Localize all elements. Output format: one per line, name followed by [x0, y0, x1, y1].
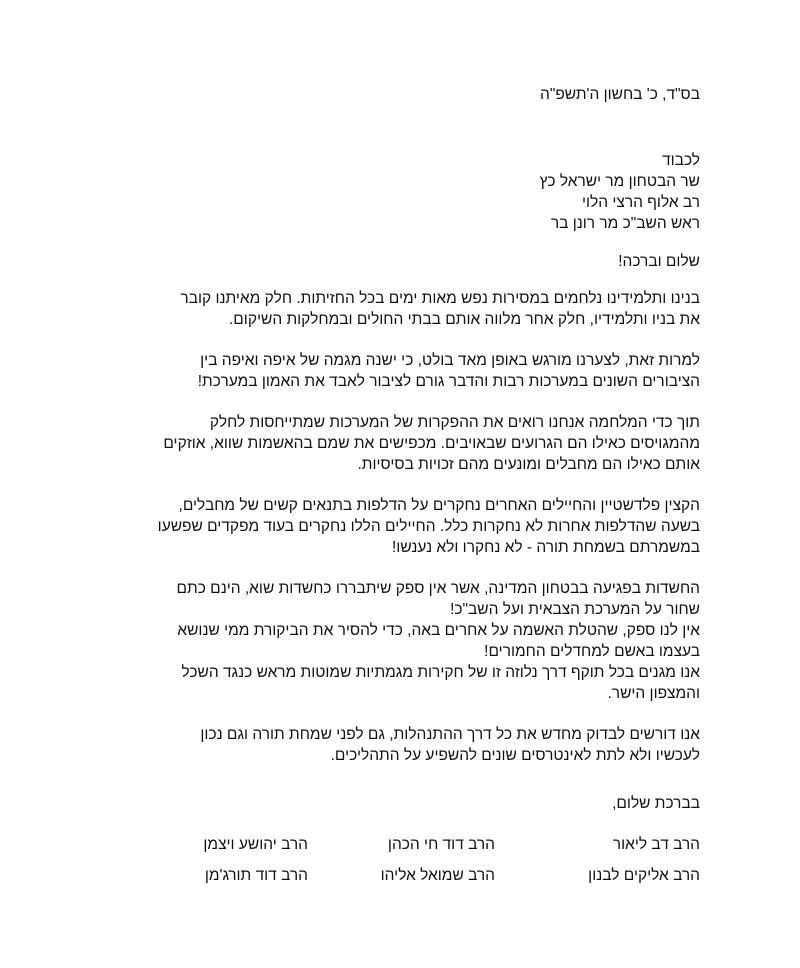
paragraph-line: לעכשיו ולא לתת לאינטרסים שונים להשפיע על התהליכים.	[330, 747, 700, 764]
recipient-address	[100, 150, 700, 234]
paragraph-line: אנו מגנים בכל תוקף דרך נלוזה זו של חקירות מגמתיות שמוטות מראש כנגד השכל	[181, 664, 700, 681]
paragraph-line: הציבורים השונים במערכות רבות והדבר גורם לציבור לאבד את האמון במערכת!	[197, 373, 700, 390]
paragraph	[100, 350, 700, 392]
paragraph-line: בעצמו באשם למחדלים החמורים!	[484, 643, 700, 660]
paragraph-line: למרות זאת, לצערנו מורגש באופן מאד בולט, כי ישנה מגמה של איפה ואיפה בין	[200, 352, 700, 369]
paragraph	[100, 412, 700, 475]
closing: בברכת שלום,	[612, 795, 700, 812]
paragraph	[100, 495, 700, 558]
address-line: שר הבטחון מר ישראל כץ	[539, 173, 700, 190]
signature-name: הרב יהושע ויצמן	[203, 836, 308, 853]
paragraph	[100, 288, 700, 330]
paragraph-line: אין לנו ספק, שהטלת האשמה על אחרים באה, כדי להסיר את הביקורת ממי שנושא	[177, 622, 700, 639]
signature-name: הרב שמואל אליהו	[380, 867, 495, 884]
paragraph	[100, 724, 700, 766]
letter-body	[100, 288, 700, 786]
paragraph	[100, 578, 700, 704]
address-line: רב אלוף הרצי הלוי	[582, 194, 700, 211]
address-line: לכבוד	[662, 152, 700, 169]
letter-date: בס"ד, כ' בחשון ה'תשפ"ה	[540, 86, 700, 103]
address-line: ראש השב"כ מר רונן בר	[550, 215, 700, 232]
paragraph-line: אנו דורשים לבדוק מחדש את כל דרך ההתנהלות, גם לפני שמחת תורה וגם נכון	[200, 726, 700, 743]
paragraph-line: תוך כדי המלחמה אנחנו רואים את ההפקרות של המערכות שמתייחסות לחלק	[209, 414, 700, 431]
signature-name: הרב דוד תורג'מן	[204, 867, 308, 884]
paragraph-line: בנינו ותלמידינו נלחמים במסירות נפש מאות ימים בכל החזיתות. חלק מאיתנו קובר	[180, 290, 700, 307]
paragraph-line: את בניו ותלמידיו, חלק אחר מלווה אותם בבתי החולים ובמחלקות השיקום.	[228, 311, 700, 328]
paragraph-line: והמצפון הישר.	[607, 685, 700, 702]
paragraph-line: החשדות בפגיעה בבטחון המדינה, אשר אין ספק שיתבררו כחשדות שוא, הינם כתם	[176, 580, 700, 597]
paragraph-line: במשמרתם בשמחת תורה - לא נחקרו ולא נענשו!	[391, 539, 700, 556]
signature-name: הרב דב ליאור	[612, 836, 700, 853]
paragraph-line: מהמגויסים כאילו הם הגרועים שבאויבים. מכפישים את שמם בהאשמות שווא, אוזקים	[163, 435, 700, 452]
paragraph-line: בשעה שהדלפות אחרות לא נחקרות כלל. החיילים הללו נחקרים בעוד מפקדים שפשעו	[157, 518, 700, 535]
signature-name: הרב דוד חי הכהן	[387, 836, 495, 853]
paragraph-line: אותם כאילו הם מחבלים ומונעים מהם זכויות בסיסיות.	[357, 456, 700, 473]
signature-name: הרב אליקים לבנון	[588, 867, 700, 884]
greeting: שלום וברכה!	[618, 253, 700, 270]
paragraph-line: הקצין פלדשטיין והחיילים האחרים נחקרים על הדלפות בתנאים קשים של מחבלים,	[178, 497, 700, 514]
paragraph-line: שחור על המערכת הצבאית ועל השב"כ!	[450, 601, 700, 618]
